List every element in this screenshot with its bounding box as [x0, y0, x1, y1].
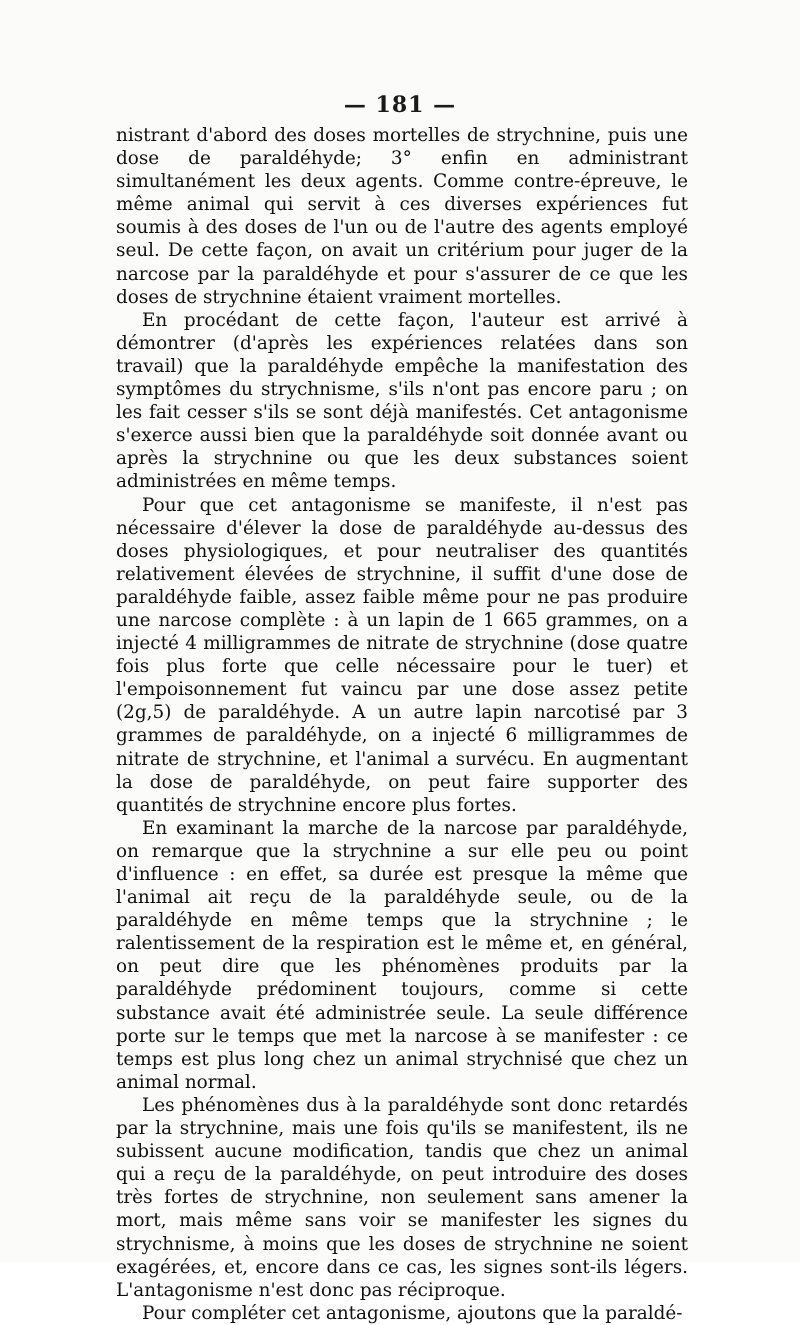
paragraph-narcose: En examinant la marche de la narcose par paraldéhyde, on remarque que la strychnine a sur elle peu ou point d'influence : en effet, sa durée est presque la même que l'animal ait reçu de la paraldéhyde seule, ou de la paraldéhyde en même temps que la strychnine ; le ralentissement de la respiration est le même et, en général, on peut dire que les phénomènes produits par la paraldéhyde prédominent toujours, comme si cette substance avait été administrée seule. La seule différence porte sur le temps que met la narcose à se manifester : ce temps est plus long chez un animal strychnisé que chez un animal normal. — [116, 817, 688, 1093]
paragraph-demonstration: En procédant de cette façon, l'auteur est arrivé à démontrer (d'après les expériences relatées dans son travail) que la paraldéhyde empêche la manifestation des symptômes du strychnisme, s'ils n'ont pas encore paru ; on les fait cesser s'ils se sont déjà manifestés. Cet antagonisme s'exerce aussi bien que la paraldéhyde soit donnée avant ou après la strychnine ou que les deux substances soient administrées en même temps. — [116, 309, 688, 493]
paragraph-phenomenes: Les phénomènes dus à la paraldéhyde sont donc retardés par la strychnine, mais une fois qu'ils se manifestent, ils ne subissent aucune modification, tandis que chez un animal qui a reçu de la paraldéhyde, on peut introduire des doses très fortes de strychnine, non seulement sans amener la mort, mais même sans voir se manifester les signes du strychnisme, à moins que les doses de strychnine ne soient exagérées, et, encore dans ce cas, les signes sont-ils légers. L'antagonisme n'est donc pas réciproque. — [116, 1094, 688, 1301]
paragraph-conclusion: Pour compléter cet antagonisme, ajoutons que la paraldé- — [142, 1302, 683, 1324]
paragraph-doses: Pour que cet antagonisme se manifeste, il n'est pas nécessaire d'élever la dose de paraldéhyde au-dessus des doses physiologiques, et pour neutraliser des quantités relativement élevées de strychnine, il suffit d'une dose de paraldéhyde faible, assez faible même pour ne pas produire une narcose complète : à un lapin de 1 665 grammes, on a injecté 4 milligrammes de nitrate de strychnine (dose quatre fois plus forte que celle nécessaire pour le tuer) et l'empoisonnement fut vaincu par une dose assez petite (2g,5) de paraldéhyde. A un autre lapin narcotisé par 3 grammes de paraldéhyde, on a injecté 6 milligrammes de nitrate de strychnine, et l'animal a survécu. En augmentant la dose de paraldéhyde, on peut faire supporter des quantités de strychnine encore plus fortes. — [116, 494, 688, 816]
body-text — [116, 124, 688, 1325]
paragraph-continuation: nistrant d'abord des doses mortelles de strychnine, puis une dose de paraldéhyde; 3° enfin en administrant simultanément les deux agents. Comme contre-épreuve, le même animal qui servit à ces diverses expériences fut soumis à des doses de l'un ou de l'autre des agents employé seul. De cette façon, on avait un critérium pour juger de la narcose par la paraldéhyde et pour s'assurer de ce que les doses de strychnine étaient vraiment mortelles. — [116, 125, 688, 308]
page-number: — 181 — — [343, 92, 457, 118]
